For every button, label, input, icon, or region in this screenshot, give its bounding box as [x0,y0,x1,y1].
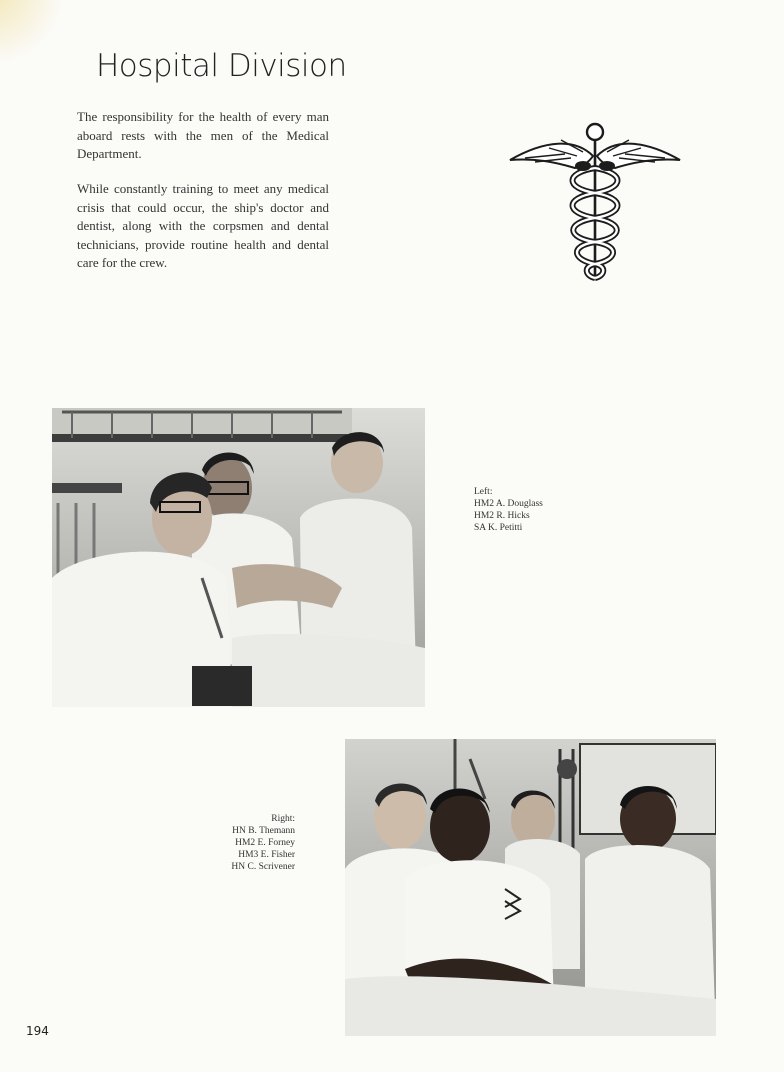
body-paragraph: While constantly training to meet any medical crisis that could occur, the ship's doctor and dentist, along with the corpsmen and dental technicians, provide routine health and dental care for the crew. [77,181,329,270]
intro-paragraph: The responsibility for the health of every man aboard rests with the men of the Medical Department. [77,109,329,161]
caduceus-icon [505,118,685,288]
page-number: 194 [26,1024,49,1038]
caption-left-heading: Left: [474,487,493,497]
caption-right-heading: Right: [271,814,295,824]
page-stain [0,0,70,70]
caption-right-name: HN B. Themann [232,826,295,836]
caption-right-name: HM3 E. Fisher [238,850,295,860]
caption-right-name: HN C. Scrivener [231,862,295,872]
photo-left [52,408,425,707]
caption-right-name: HM2 E. Forney [235,838,295,848]
photo-right [345,739,716,1036]
page-title: Hospital Division [96,48,347,84]
caption-left-name: HM2 R. Hicks [474,511,530,521]
caption-left [474,486,543,534]
caption-right [215,813,295,873]
caption-left-name: HM2 A. Douglass [474,499,543,509]
caption-left-name: SA K. Petitti [474,523,523,533]
